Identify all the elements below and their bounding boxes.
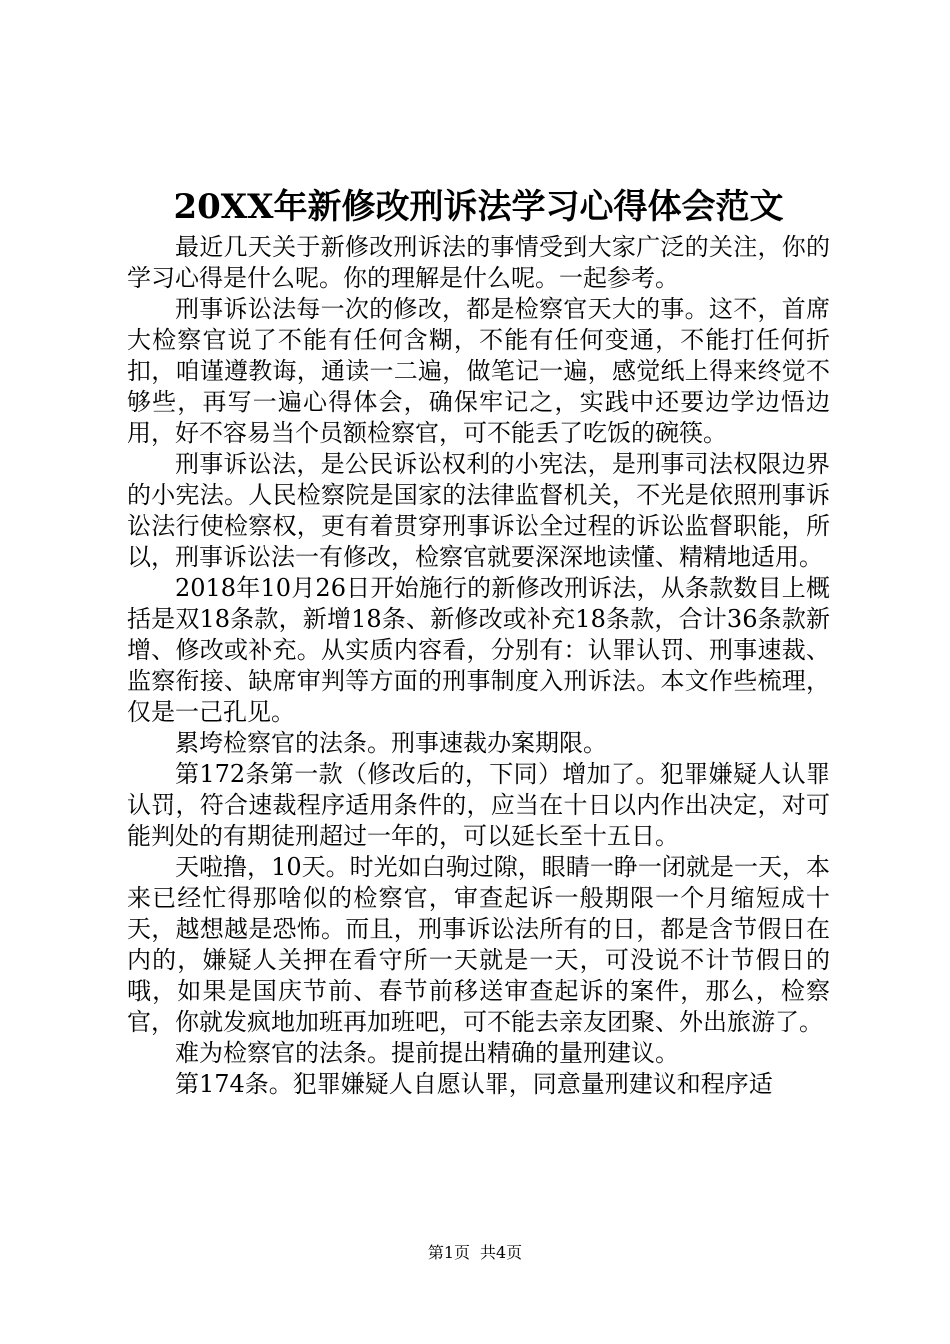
- paragraph-9: 第174条。犯罪嫌疑人自愿认罪，同意量刑建议和程序适: [175, 1070, 773, 1098]
- paragraph-8: 难为检察官的法条。提前提出精确的量刑建议。: [175, 1039, 679, 1067]
- page-total: 共4页: [480, 1243, 523, 1262]
- paragraph-7: 天啦撸，10天。时光如白驹过隙，眼睛一睁一闭就是一天，本来已经忙得那啥似的检察官，审查起诉一般期限一个月缩短成十天，越想越是恐怖。而且，刑事诉讼法所有的日，都是含节假日在内的，嫌疑人关押在看守所一天就是一天，可没说不计节假日的哦，如果是国庆节前、春节前移送审查起诉的案件，那么，检察官，你就发疯地加班再加班吧，可不能去亲友团聚、外出旅游了。: [127, 853, 830, 1036]
- paragraph-6: 第172条第一款（修改后的，下同）增加了。犯罪嫌疑人认罪认罚，符合速裁程序适用条件的，应当在十日以内作出决定，对可能判处的有期徒刑超过一年的，可以延长至十五日。: [127, 760, 830, 850]
- document-body: [127, 232, 830, 1100]
- paragraph-2: 刑事诉讼法每一次的修改，都是检察官天大的事。这不，首席大检察官说了不能有任何含糊，不能有任何变通，不能打任何折扣，咱谨遵教诲，通读一二遍，做笔记一遍，感觉纸上得来终觉不够些，再写一遍心得体会，确保牢记之，实践中还要边学边悟边用，好不容易当个员额检察官，可不能丢了吃饭的碗筷。: [127, 295, 830, 447]
- page-footer: [0, 1242, 950, 1264]
- paragraph-1: 最近几天关于新修改刑诉法的事情受到大家广泛的关注，你的学习心得是什么呢。你的理解是什么呢。一起参考。: [127, 233, 830, 292]
- document-title: 20XX年新修改刑诉法学习心得体会范文: [173, 187, 784, 227]
- page-number: 第1页: [427, 1243, 470, 1262]
- paragraph-3: 刑事诉讼法，是公民诉讼权利的小宪法，是刑事司法权限边界的小宪法。人民检察院是国家的法律监督机关，不光是依照刑事诉讼法行使检察权，更有着贯穿刑事诉讼全过程的诉讼监督职能，所以，刑事诉讼法一有修改，检察官就要深深地读懂、精精地适用。: [127, 450, 830, 571]
- paragraph-4: 2018年10月26日开始施行的新修改刑诉法，从条款数目上概括是双18条款，新增18条、新修改或补充18条款，合计36条款新增、修改或补充。从实质内容看，分别有：认罪认罚、刑事速裁、监察衔接、缺席审判等方面的刑事制度入刑诉法。本文作些梳理，仅是一己孔见。: [127, 574, 830, 726]
- paragraph-5: 累垮检察官的法条。刑事速裁办案期限。: [175, 729, 607, 757]
